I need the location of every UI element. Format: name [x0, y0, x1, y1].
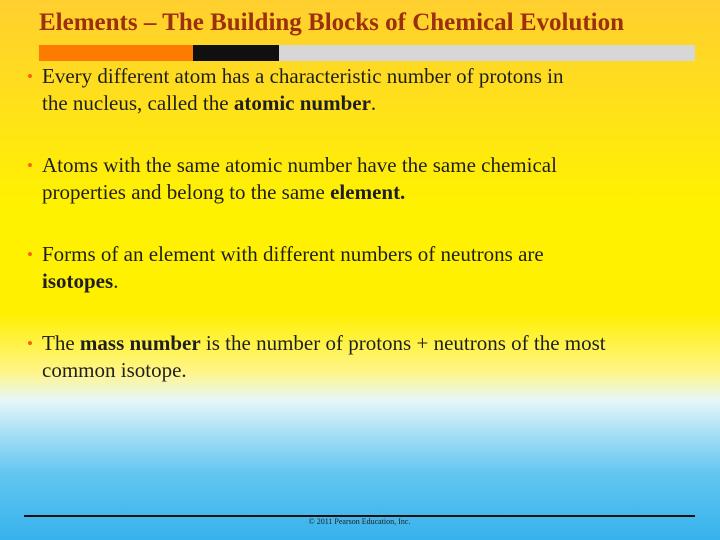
bullet-punctuation: . [113, 269, 119, 293]
bullet-punctuation: . [370, 91, 377, 115]
bullet-item-atomic-number [24, 63, 704, 117]
emphasis-term-element: element. [330, 180, 406, 204]
bullet-item-mass-number [24, 330, 704, 384]
bullet-text: Forms of an element with different numbers of neutrons are [42, 242, 544, 266]
bullet-line [42, 357, 704, 384]
bullet-text: Every different atom has a characteristic number of protons in [42, 64, 564, 88]
bullet-text: common isotope. [42, 358, 187, 382]
bullet-text: the nucleus, called the [42, 91, 234, 115]
bullet-icon: • [27, 156, 33, 175]
bullet-item-isotopes [24, 241, 704, 295]
bullet-line [42, 63, 704, 90]
slide-title: Elements – The Building Blocks of Chemical Evolution [39, 9, 625, 36]
copyright-footer: © 2011 Pearson Education, Inc. [308, 517, 411, 526]
bullet-text: properties and belong to the same [42, 180, 331, 204]
title-rule-dark-segment [193, 45, 279, 61]
emphasis-term-mass-number: mass number [79, 331, 201, 355]
bullet-line [42, 330, 704, 357]
bullet-line [42, 268, 704, 295]
bullet-text: Atoms with the same atomic number have the same chemical [42, 153, 557, 177]
bullet-icon: • [27, 67, 33, 86]
bullet-line [42, 179, 704, 206]
title-rule-light-segment [279, 45, 695, 61]
bullet-icon: • [27, 334, 33, 353]
bullet-list [24, 63, 704, 384]
title-rule-orange-segment [39, 45, 193, 61]
emphasis-term-isotopes: isotopes [42, 269, 114, 293]
bullet-text: is the number of protons + neutrons of the most [200, 331, 606, 355]
bullet-line [42, 152, 704, 179]
bullet-text: The [42, 331, 80, 355]
bullet-line [42, 241, 704, 268]
bullet-icon: • [27, 245, 33, 264]
emphasis-term-atomic-number: atomic number [233, 91, 371, 115]
bullet-line [42, 90, 704, 117]
bullet-item-element [24, 152, 704, 206]
